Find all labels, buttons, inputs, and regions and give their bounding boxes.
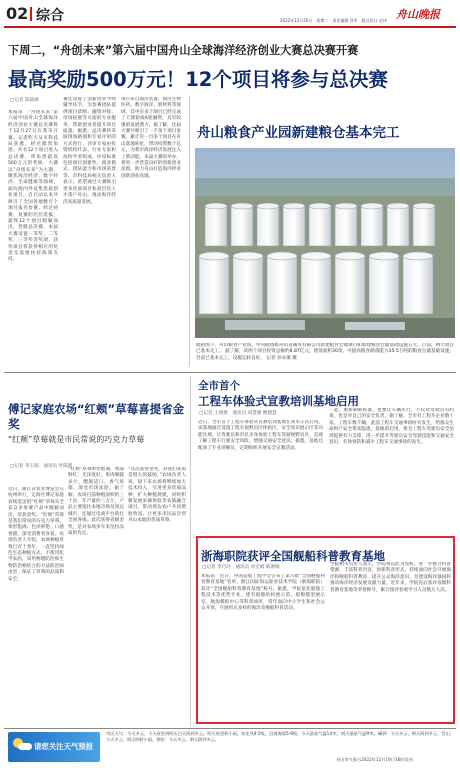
photo-credit: 记者 孙永康 摄 xyxy=(266,355,297,361)
feature-photo-caption xyxy=(196,343,454,371)
column-divider-2 xyxy=(190,376,191,726)
strawberry-column-3: “这次获得金奖，对我们来说是很大的鼓励，”农场负责人说，接下来农场将继续加大技术投入，引进更多优质品种，扩大种植规模，同时积极发展采摘体验等农旅融合项目，带动周边农户共同增收致富，让更多市民品尝到舟山本地的优质草莓。 xyxy=(128,467,186,524)
training-headline: 工程车体验式宣教培训基地启用 xyxy=(198,394,359,408)
lead-byline: □记者 陈斌翠 xyxy=(10,98,39,103)
school-column-2: 学院相关负责人表示，学院将以此为契机，进一步整合科普资源，丰富科普内容，创新科普形式，持续面向社会开展海洋和舰船科普教育，提升公众海洋意识，为建设海洋强国和推动海洋经济发展贡献力量。近年来，学院先后获评省级科普教育基地等荣誉称号，累计接待参观学习人员数万人次。 xyxy=(330,562,451,593)
masthead-rule xyxy=(4,26,456,28)
weather-forecast-text: 市区天气：今天多云，今天夜里到明天白天阴到多云，明天夜里转小雨。东北风4-5级，沿海海面5-6级。今天最高气温14℃，明天最低气温9℃。嵊泗：今天多云，明天阴到多云。岱山：今天多云，明天阴转小雨。普陀：今天多云，明天阴到多云。 xyxy=(106,731,454,742)
training-column-1: 近日，全市首个工程车体验式宣教培训基地在我市正式启用。该基地通过设置工程车视野盲区体验区、安全知识展示区等功能区域，让驾驶员和市民亲身体验工程车驾驶视野盲区，直观了解工程车行驶安全风险，增强交通安全意识。据悉，基地还配备了专业讲解员，定期组织开展安全宣教活动。 xyxy=(198,420,323,451)
school-column-1: 本报讯 近日，中国造船工程学会公布了第六批“全国舰船科普教育基地”名单，浙江国际海运职业技术学院（浙海职院）获评“全国舰船科普教育基地”称号。据悉，学院依托船舶工程技术等优势专业，建有船舶结构展示馆、船舶模型展示室、航海模拟中心等科普场所，常年面向中小学生和社会公众开放，开展形式多样的海洋及舰船科普活动。 xyxy=(201,574,325,612)
strawberry-subhead: “红颊”草莓就是市民常说的巧克力草莓 xyxy=(8,435,145,444)
caption-text-2: 据了解，该两个项目投资总额约8.87亿元，建设面积30余，可提高粮食储备能力35.5万吨的粮食仓储基础设施，目前已基本完工，设施运转良好。 xyxy=(196,349,454,361)
strawberry-column-1: 近日，浙江省农业博览会在杭州举行，定海区傅记家庭农场选送的“红颊”草莓从全省众多参赛产品中脱颖而出，荣获金奖。“红颊”草莓是我们常说的巧克力草莓，果形饱满、色泽鲜艳、口感香甜，深受消费者喜爱。农场负责人介绍，农场种植草莓已有十余年，一直坚持绿色生态种植方式，不使用化学农药，采用物理防治和生物防治相结合的方法防治病虫害，保证了草莓的品质和安全。 xyxy=(8,487,64,582)
lead-headline: 最高奖励500万元！12个项目将参与总决赛 xyxy=(8,68,388,91)
weather-banner xyxy=(8,732,100,762)
section-rule-1 xyxy=(4,372,456,373)
strawberry-column-2: “红颊”草莓果形饱满，果面鲜红、光泽度好，果肉细腻多汁，酸甜适口，香气浓郁，深受市场欢迎。据了解，农场目前种植面积约三十亩，年产量约三万斤，产品主要销往本地市场及周边城市，还通过电商平台销往全国各地。此次获得省级金奖，是对农场多年来坚持品质的肯定。 xyxy=(68,467,124,537)
weather-footer: 舟山市气象台2022年12月19日16时发布 xyxy=(336,757,413,762)
date-line: 2022年12月20日 星期二 责任编辑 蔡华 版式设计 毛伟 xyxy=(280,18,387,23)
section-name: 综合 xyxy=(36,8,64,24)
lead-kicker: 下周二，“舟创未来”第六届中国舟山全球海洋经济创业大赛总决赛开赛 xyxy=(8,44,359,57)
school-headline: 浙海职院获评全国舰船科普教育基地 xyxy=(201,549,385,563)
strawberry-byline: □记者 李玉娟 通讯员 叶陈明 xyxy=(10,464,73,469)
weather-banner-text: 请您关注天气预报 xyxy=(34,742,94,751)
page-number-divider xyxy=(30,7,32,21)
newspaper-logo: 舟山晚报 xyxy=(396,8,440,21)
lead-column-3: 项目来自海洋装备、海洋生物医药、数字海洋、新材料等领域，其中有多个项目已经完成了天使轮或A轮融资，具有较强的发展潜力。据了解，往届大赛共吸引了一千余个项目参赛，累计有一百多个项目在舟山落地转化，带动投资数十亿元，为我市海洋经济发展注入了新动能。本届大赛的举办，将进一步营造良好的创新创业氛围，助力舟山打造海洋经济创新创业高地。 xyxy=(121,97,181,179)
school-byline: □记者 李巧玲 通讯员 卓宏娟 陈浙旖 xyxy=(202,565,280,570)
column-divider xyxy=(189,96,190,366)
lead-column-1: 本报讯 “舟创未来”第六届中国舟山全球海洋经济创业大赛总决赛将于12月27日在我市开赛。记者昨天从市科技局获悉，经过激烈角逐，共有12个项目进入总决赛，将角逐最高500万元的奖励。大赛以“舟创未来”为主题，聚焦海洋经济、数字经济、生命健康等领域，面向海内外征集优质创业项目，自启动以来共吸引了全国各地数百个项目报名参赛。经过初赛、复赛的层层选拔，最终12个项目脱颖而出，晋级总决赛。本届大赛设置一等奖、二等奖、三等奖等奖项，获奖项目将获得相应的奖金及落地扶持政策支持。 xyxy=(8,110,58,263)
granary-photo-graphic xyxy=(195,148,455,338)
training-byline: □记者 王倩倩 通讯员 胡慧强 鲍德慧 xyxy=(199,411,277,416)
masthead xyxy=(4,4,456,24)
feature-headline: 舟山粮食产业园新建粮仓基本完工 xyxy=(197,125,400,141)
weather-cloud-icon xyxy=(18,743,32,750)
training-column-2: 一起，重新刷新标准，也要让车辆先行，不仅对驾驶员有约束，也是对自己的安全负责。据了解，全市有工程车企业数十家，工程车数千辆，此前工程车交通事故时有发生，给群众生命财产安全带来隐患。基地的启用，将为工程车驾驶员安全培训提供有力支撑，进一步提升驾驶员安全驾驶技能和交通安全意识，有效预防和减少工程车交通事故的发生。 xyxy=(329,408,454,446)
lead-column-2: 赛还设置了创新创业导师辅导环节，为参赛团队提供项目诊断、融资对接、市场拓展等方面的专业服务，帮助创业者提升项目质量。据悉，总决赛将采取现场路演和专家评审的方式进行，评审专家由投资机构代表、行业专家和高校学者组成，评审标准包括项目创新性、商业模式、团队能力和市场前景等。市科技局相关负责人表示，希望通过大赛吸引更多优质项目和高层次人才落户舟山，推动海洋经济高质量发展。 xyxy=(63,97,116,205)
granary-aerial-photo xyxy=(195,148,455,338)
page-number: 02 xyxy=(6,4,29,23)
strawberry-headline: 傅记家庭农场“红颊”草莓喜提省金奖 xyxy=(8,402,185,431)
training-kicker: 全市首个 xyxy=(198,380,240,392)
caption-text-1: 航拍图下，舟山粮食产业园，中央储备粮舟山直属库有限公司新建粮食仓储项目和新建粮食仓储基础设施五大，目前，两大项目已基本完工。 xyxy=(196,343,454,355)
footer-rule xyxy=(4,728,456,729)
